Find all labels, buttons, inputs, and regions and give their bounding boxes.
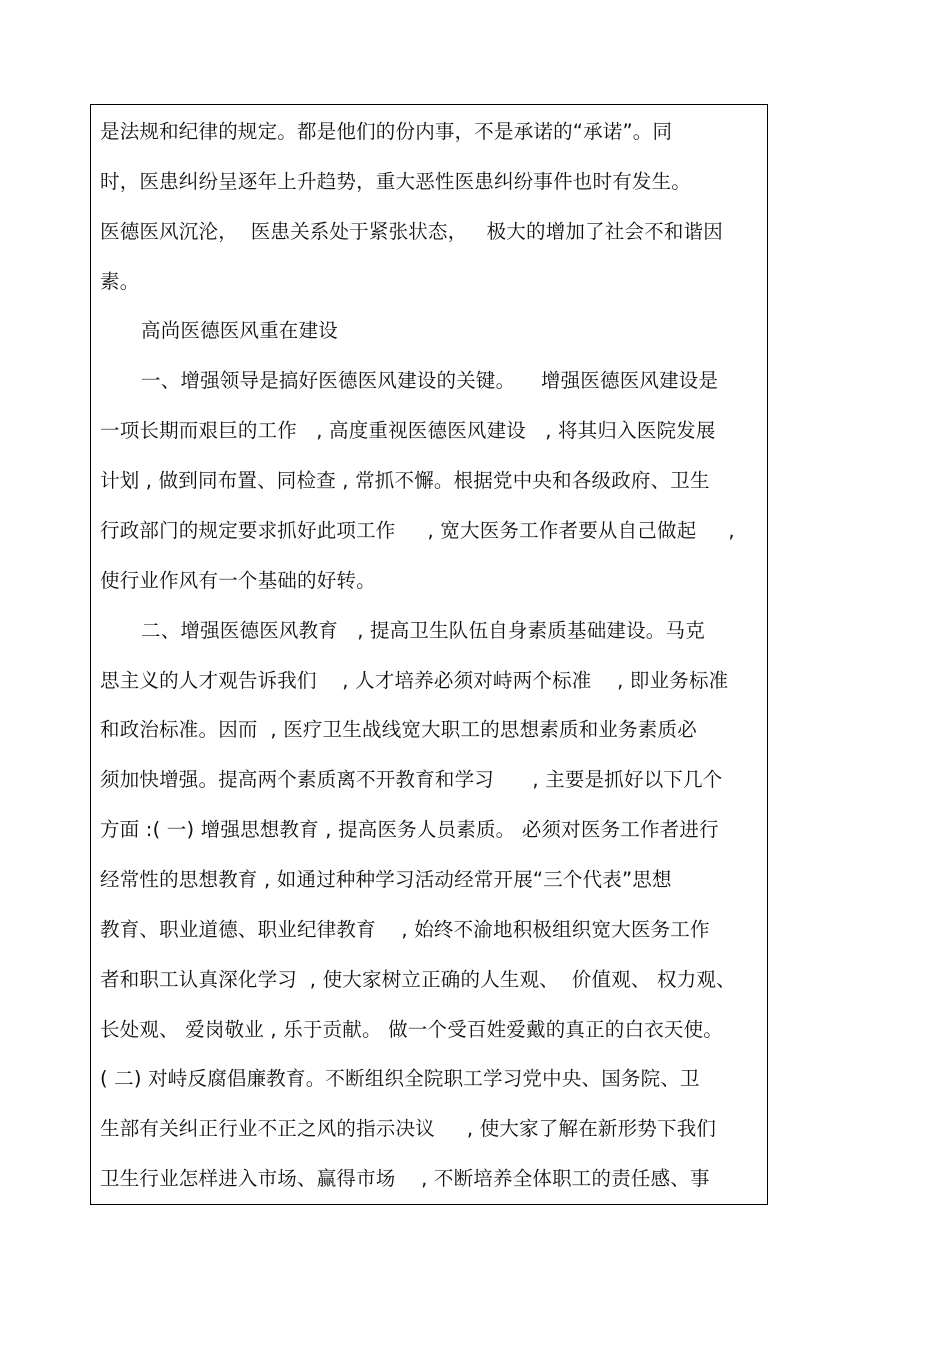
text-line: 经常性的思想教育 , 如通过种种学习活动经常开展“三个代表”思想 bbox=[100, 868, 672, 891]
text-line: 使行业作风有一个基础的好转。 bbox=[100, 569, 376, 592]
text-line: 行政部门的规定要求抓好此项工作 , 宽大医务工作者要从自己做起 , bbox=[100, 519, 735, 542]
text-line: 卫生行业怎样进入市场、赢得市场 , 不断培养全体职工的责任感、事 bbox=[100, 1167, 710, 1190]
text-line: 一项长期而艰巨的工作 , 高度重视医德医风建设 , 将其归入医院发展 bbox=[100, 419, 716, 442]
text-line: 须加快增强。提高两个素质离不开教育和学习 , 主要是抓好以下几个 bbox=[100, 768, 723, 791]
text-line: 医德医风沉沦， 医患关系处于紧张状态， 极大的增加了社会不和谐因 bbox=[100, 220, 723, 243]
text-line: 和政治标准。因而 , 医疗卫生战线宽大职工的思想素质和业务素质必 bbox=[100, 718, 697, 741]
text-line: 方面 :( 一) 增强思想教育 , 提高医务人员素质。 必须对医务工作者进行 bbox=[100, 818, 719, 841]
text-line: 生部有关纠正行业不正之风的指示决议 , 使大家了解在新形势下我们 bbox=[100, 1117, 717, 1140]
text-line: 一、增强领导是搞好医德医风建设的关键。 增强医德医风建设是 bbox=[141, 369, 719, 392]
text-line: 素。 bbox=[100, 270, 140, 293]
text-line: 者和职工认真深化学习 , 使大家树立正确的人生观、 价值观、 权力观、 bbox=[100, 968, 736, 991]
text-line: 思主义的人才观告诉我们 , 人才培养必须对峙两个标准 , 即业务标准 bbox=[100, 669, 729, 692]
text-line: 二、增强医德医风教育 , 提高卫生队伍自身素质基础建设。马克 bbox=[141, 619, 705, 642]
section-heading: 高尚医德医风重在建设 bbox=[141, 319, 339, 342]
text-line: 长处观、 爱岗敬业 , 乐于贡献。 做一个受百姓爱戴的真正的白衣天使。 bbox=[100, 1018, 723, 1041]
text-line: 教育、职业道德、职业纪律教育 , 始终不渝地积极组织宽大医务工作 bbox=[100, 918, 710, 941]
text-line: 时，医患纠纷呈逐年上升趋势，重大恶性医患纠纷事件也时有发生。 bbox=[100, 170, 692, 193]
text-line: ( 二) 对峙反腐倡廉教育。不断组织全院职工学习党中央、国务院、卫 bbox=[100, 1067, 700, 1090]
text-line: 是法规和纪律的规定。都是他们的份内事，不是承诺的“承诺”。同 bbox=[100, 120, 673, 143]
text-line: 计划 , 做到同布置、同检查 , 常抓不懈。根据党中央和各级政府、卫生 bbox=[100, 469, 710, 492]
